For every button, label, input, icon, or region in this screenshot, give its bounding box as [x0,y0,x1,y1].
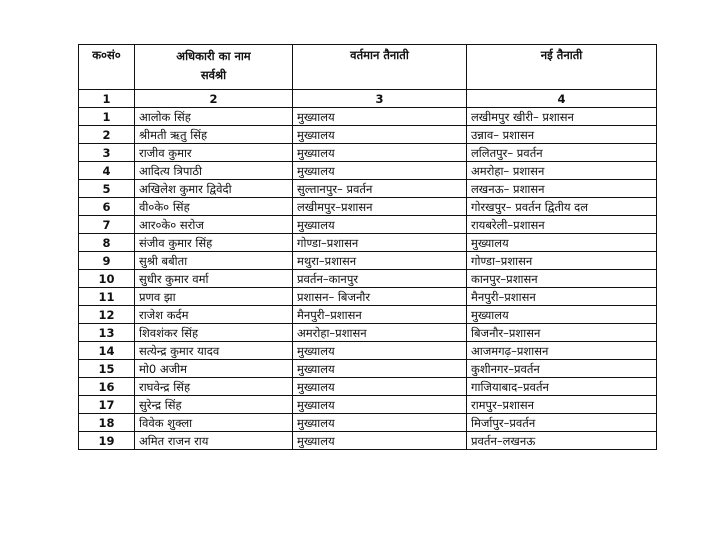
officer-name-cell: आदित्य त्रिपाठी [135,162,293,180]
officer-name-cell: सुधीर कुमार वर्मा [135,270,293,288]
new-posting-cell: कुशीनगर–प्रवर्तन [467,360,657,378]
new-posting-cell: मुख्यालय [467,234,657,252]
header-serial-number: क०सं० [79,45,135,90]
table-header-row [79,45,657,90]
current-posting-cell: मुख्यालय [293,108,467,126]
table-row [79,144,657,162]
new-posting-cell: गोण्डा–प्रशासन [467,252,657,270]
table-row [79,126,657,144]
new-posting-cell: मिर्जापुर–प्रवर्तन [467,414,657,432]
table-row [79,180,657,198]
current-posting-cell: मुख्यालय [293,432,467,450]
table-row [79,198,657,216]
table-row [79,252,657,270]
table-row [79,234,657,252]
serial-number-cell: 8 [79,234,135,252]
table-row [79,360,657,378]
officer-name-cell: राजेश कर्दम [135,306,293,324]
header-officer-name [135,45,293,90]
table-row [79,108,657,126]
new-posting-cell: रामपुर–प्रशासन [467,396,657,414]
officer-name-cell: सत्येन्द्र कुमार यादव [135,342,293,360]
current-posting-cell: मुख्यालय [293,162,467,180]
officer-name-cell: सुश्री बबीता [135,252,293,270]
new-posting-cell: गोरखपुर– प्रवर्तन द्वितीय दल [467,198,657,216]
serial-number-cell: 1 [79,108,135,126]
officer-name-cell: अखिलेश कुमार द्विवेदी [135,180,293,198]
table-row [79,324,657,342]
current-posting-cell: मुख्यालय [293,216,467,234]
transfer-posting-table [78,44,657,450]
serial-number-cell: 16 [79,378,135,396]
new-posting-cell: लखनऊ– प्रशासन [467,180,657,198]
serial-number-cell: 17 [79,396,135,414]
officer-name-cell: राजीव कुमार [135,144,293,162]
serial-number-cell: 14 [79,342,135,360]
current-posting-cell: मुख्यालय [293,414,467,432]
current-posting-cell: मुख्यालय [293,396,467,414]
officer-name-cell: सुरेन्द्र सिंह [135,396,293,414]
officer-name-cell: आर०के० सरोज [135,216,293,234]
officer-name-cell: प्रणव झा [135,288,293,306]
new-posting-cell: मुख्यालय [467,306,657,324]
current-posting-cell: प्रशासन– बिजनौर [293,288,467,306]
current-posting-cell: प्रवर्तन–कानपुर [293,270,467,288]
current-posting-cell: मथुरा–प्रशासन [293,252,467,270]
new-posting-cell: प्रवर्तन–लखनऊ [467,432,657,450]
current-posting-cell: मैनपुरी–प्रशासन [293,306,467,324]
serial-number-cell: 15 [79,360,135,378]
table-row [79,270,657,288]
serial-number-cell: 11 [79,288,135,306]
current-posting-cell: गोण्डा–प्रशासन [293,234,467,252]
new-posting-cell: रायबरेली–प्रशासन [467,216,657,234]
column-number: 4 [467,90,657,108]
officer-name-cell: श्रीमती ऋतु सिंह [135,126,293,144]
serial-number-cell: 5 [79,180,135,198]
current-posting-cell: लखीमपुर–प्रशासन [293,198,467,216]
new-posting-cell: लखीमपुर खीरी– प्रशासन [467,108,657,126]
table-row [79,378,657,396]
column-number: 1 [79,90,135,108]
serial-number-cell: 13 [79,324,135,342]
serial-number-cell: 3 [79,144,135,162]
serial-number-cell: 4 [79,162,135,180]
new-posting-cell: ललितपुर– प्रवर्तन [467,144,657,162]
table-row [79,288,657,306]
new-posting-cell: कानपुर–प्रशासन [467,270,657,288]
serial-number-cell: 10 [79,270,135,288]
column-number: 3 [293,90,467,108]
table-row [79,396,657,414]
officer-name-cell: आलोक सिंह [135,108,293,126]
new-posting-cell: गाजियाबाद–प्रवर्तन [467,378,657,396]
header-officer-name-line2: सर्वश्री [200,68,227,82]
new-posting-cell: मैनपुरी–प्रशासन [467,288,657,306]
current-posting-cell: मुख्यालय [293,378,467,396]
serial-number-cell: 2 [79,126,135,144]
new-posting-cell: उन्नाव– प्रशासन [467,126,657,144]
header-new-posting: नई तैनाती [467,45,657,90]
officer-name-cell: अमित राजन राय [135,432,293,450]
column-number-row [79,90,657,108]
column-number: 2 [135,90,293,108]
table-row [79,414,657,432]
serial-number-cell: 19 [79,432,135,450]
header-officer-name-line1: अधिकारी का नाम [176,49,251,63]
serial-number-cell: 6 [79,198,135,216]
new-posting-cell: अमरोहा– प्रशासन [467,162,657,180]
current-posting-cell: मुख्यालय [293,126,467,144]
serial-number-cell: 18 [79,414,135,432]
serial-number-cell: 9 [79,252,135,270]
serial-number-cell: 12 [79,306,135,324]
officer-name-cell: विवेक शुक्ला [135,414,293,432]
current-posting-cell: मुख्यालय [293,342,467,360]
new-posting-cell: आजमगढ़–प्रशासन [467,342,657,360]
officer-name-cell: संजीव कुमार सिंह [135,234,293,252]
table-row [79,432,657,450]
officer-name-cell: राघवेन्द्र सिंह [135,378,293,396]
new-posting-cell: बिजनौर–प्रशासन [467,324,657,342]
current-posting-cell: मुख्यालय [293,360,467,378]
header-current-posting: वर्तमान तैनाती [293,45,467,90]
officer-name-cell: वी०के० सिंह [135,198,293,216]
officer-name-cell: शिवशंकर सिंह [135,324,293,342]
serial-number-cell: 7 [79,216,135,234]
current-posting-cell: मुख्यालय [293,144,467,162]
current-posting-cell: सुल्तानपुर– प्रवर्तन [293,180,467,198]
current-posting-cell: अमरोहा–प्रशासन [293,324,467,342]
table-row [79,216,657,234]
officer-name-cell: मो0 अजीम [135,360,293,378]
table-row [79,306,657,324]
table-row [79,342,657,360]
table-row [79,162,657,180]
